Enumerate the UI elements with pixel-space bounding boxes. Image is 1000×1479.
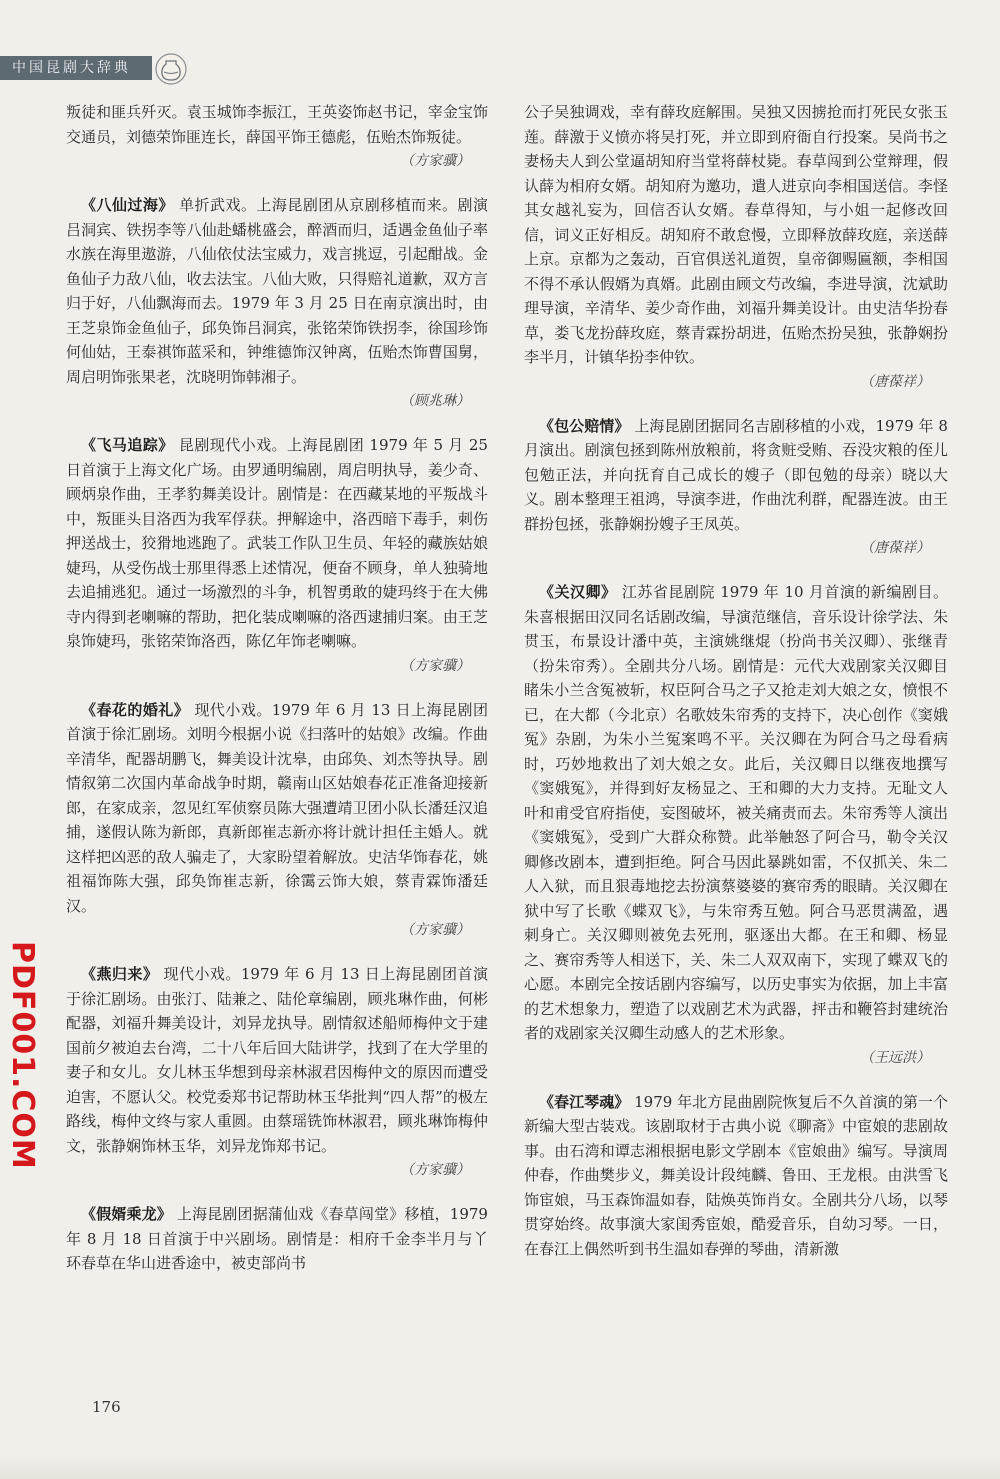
- dictionary-entry: [524, 580, 948, 1070]
- entry-gap: [524, 1070, 948, 1090]
- entry-body: 上海昆剧团据蒲仙戏《春草闯堂》移植，1979 年 8 月 18 日首演于中兴剧场。剧情是：相府千金李半月与丫环春草在华山进香途中，被吏部尚书: [66, 1205, 488, 1272]
- book-title: 中国昆剧大辞典: [0, 56, 152, 80]
- entry-body: 现代小戏。1979 年 6 月 13 日上海昆剧团首演于徐汇剧场。刘明今根据小说《扫落叶的姑娘》改编。作曲辛清华，配器胡鹏飞，舞美设计沈皋，由邱奂、刘杰等执导。剧情叙第二次国内革命战争时期，赣南山区姑娘春花正准备迎接新郎，在家成亲，忽见红军侦察员陈大强遭靖卫团小队长潘廷汉追捕，遂假认陈为新郎，真新郎崔志新亦将计就计担任主婚人。就这样把凶恶的敌人骗走了，大家盼望着解放。史洁华饰春花，姚祖福饰陈大强，邱奂饰崔志新，徐霭云饰大娘，蔡青霖饰潘廷汉。: [66, 700, 488, 915]
- pottery-vase-icon: [154, 52, 188, 86]
- entry-gap: [66, 678, 488, 698]
- entry-body: 公子吴独调戏，幸有薛玫庭解围。吴独又因掳抢而打死民女张玉莲。薛激于义愤亦将吴打死，并立即到府衙自行投案。吴尚书之妻杨夫人到公堂逼胡知府当堂将薛杖毙。春草闯到公堂辩理，假认薛为相府女婿。胡知府为邀功，遣人进京向李相国送信。李怪其女越礼妄为，回信否认女婿。春草得知，与小姐一起修改回信，词义正好相反。胡知府不敢怠慢，立即释放薛玫庭，亲送薛上京。京都为之轰动，百官俱送礼道贺，皇帝御赐匾额，李相国不得不承认假婿为真婿。此剧由顾文芍改编，李进导演，沈斌助理导演，辛清华、姜少奇作曲，刘福升舞美设计。由史洁华扮春草，娄飞龙扮薛玫庭，蔡青霖扮胡进，伍贻杰扮吴独，张静娴扮李半月，计镇华扮李仲钦。: [524, 103, 948, 366]
- entry-body: 单折武戏。上海昆剧团从京剧移植而来。剧演吕洞宾、铁拐李等八仙赴蟠桃盛会，醉酒而归，适遇金鱼仙子率水族在海里遨游，八仙依仗法宝威力，戏言挑逗，引起酣战。金鱼仙子力敌八仙，收去法宝。八仙大败，只得赔礼道歉，双方言归于好，八仙飘海而去。1979 年 3 月 25 日在南京演出时，由王芝泉饰金鱼仙子，邱奂饰吕洞宾，张铭荣饰铁拐李，徐国珍饰何仙姑，王泰祺饰蓝采和，钟维德饰汉钟离，伍贻杰饰曹国舅，周启明饰张果老，沈晓明饰韩湘子。: [66, 196, 488, 386]
- entry-title: 《春花的婚礼》: [81, 700, 190, 719]
- entry-author: （方家骥）: [400, 657, 470, 674]
- right-column: [524, 100, 948, 1261]
- entry-title: 《关汉卿》: [539, 583, 617, 601]
- dictionary-entry: [66, 100, 488, 173]
- entry-author: （方家骥）: [400, 922, 470, 938]
- dictionary-entry: [66, 193, 488, 413]
- left-column: [66, 100, 488, 1276]
- entry-title: 《燕归来》: [81, 965, 159, 983]
- dictionary-entry: [66, 962, 488, 1182]
- entry-gap: [524, 560, 948, 580]
- entry-title: 《飞马追踪》: [81, 436, 174, 454]
- dictionary-entry: [524, 1090, 948, 1262]
- entry-gap: [524, 394, 948, 414]
- dictionary-entry: [66, 698, 488, 943]
- entry-author: （唐葆祥）: [860, 373, 930, 390]
- entry-title: 《假婿乘龙》: [81, 1205, 172, 1223]
- entry-body: 上海昆剧团据同名吉剧移植的小戏，1979 年 8 月演出。剧演包拯到陈州放粮前，将贪赃受贿、吞没灾粮的侄儿包勉正法，并向抚育自己成长的嫂子（即包勉的母亲）晓以大义。剧本整理王祖鸿，导演李进，作曲沈利群，配器连波。由王群扮包拯，张静娴扮嫂子王凤英。: [524, 416, 948, 533]
- entry-title: 《包公赔情》: [539, 416, 630, 435]
- dictionary-entry: [524, 414, 948, 561]
- running-header: [0, 52, 200, 82]
- dictionary-entry: [524, 100, 948, 394]
- entry-author: （顾兆琳）: [400, 393, 470, 409]
- entry-gap: [66, 413, 488, 433]
- entry-title: 《春江琴魂》: [539, 1092, 630, 1111]
- entry-body: 1979 年北方昆曲剧院恢复后不久首演的第一个新编大型古装戏。该剧取材于古典小说《聊斋》中宦娘的悲剧故事。由石湾和谭志湘根据电影文学剧本《宦娘曲》编写。导演周仲春，作曲樊步义，舞美设计段纯麟、鲁田、王龙根。由洪雪飞饰宦娘，马玉森饰温如春，陆焕英饰肖女。全剧共分八场，以琴贯穿始终。故事演大家闺秀宦娘，酷爱音乐，自幼习琴。一日，在春江上偶然听到书生温如春弹的琴曲，清新激: [524, 1092, 948, 1258]
- page-number: 176: [92, 1398, 121, 1416]
- entry-author: （唐葆祥）: [860, 540, 930, 556]
- entry-body: 江苏省昆剧院 1979 年 10 月首演的新编剧目。朱喜根据田汉同名话剧改编，导演范继信，音乐设计徐学法、朱贯玉，布景设计潘中英，主演姚继焜（扮尚书关汉卿）、张继青（扮朱帘秀）。全剧共分八场。剧情是：元代大戏剧家关汉卿目睹朱小兰含冤被斩，权臣阿合马之子又抢走刘大娘之女，愤恨不已，在大都（今北京）名歌妓朱帘秀的支持下，决心创作《窦娥冤》杂剧，为朱小兰冤案鸣不平。关汉卿在为阿合马之母看病时，巧妙地救出了刘大娘之女。此后，关汉卿日以继夜地撰写《窦娥冤》，并得到好友杨显之、王和卿的大力支持。无耻文人叶和甫受官府指使，妄图破坏，被关痛责而去。朱帘秀等人演出《窦娥冤》，受到广大群众称赞。此举触怒了阿合马，勒令关汉卿修改剧本，遭到拒绝。阿合马因此暴跳如雷，不仅抓关、朱二人入狱，而且狠毒地挖去扮演蔡婆婆的赛帘秀的眼睛。关汉卿在狱中写了长歌《蝶双飞》，与朱帘秀互勉。阿合马恶贯满盈，遇刺身亡。关汉卿则被免去死刑，驱逐出大都。在王和卿、杨显之、赛帘秀等人相送下，关、朱二人双双南下，实现了蝶双飞的心愿。本剧完全按话剧内容编写，以历史事实为依据，加上丰富的艺术想象力，塑造了以戏剧艺术为武器，抨击和鞭笞封建统治者的戏剧家关汉卿生动感人的艺术形象。: [524, 583, 948, 1042]
- dictionary-entry: [66, 1202, 488, 1276]
- entry-gap: [66, 942, 488, 962]
- entry-body: 叛徒和匪兵歼灭。袁玉城饰李振江，王英姿饰赵书记，宰金宝饰交通员，刘德荣饰匪连长，薛国平饰王德彪，伍贻杰饰叛徒。: [66, 103, 488, 146]
- entry-body: 现代小戏。1979 年 6 月 13 日上海昆剧团首演于徐汇剧场。由张汀、陆兼之、陆伦章编剧，顾兆琳作曲，何彬配器，刘福升舞美设计，刘异龙执导。剧情叙述船师梅仲文于建国前夕被迫去台湾，二十八年后回大陆讲学，找到了在大学里的妻子和女儿。女儿林玉华想到母亲林淑君因梅仲文的原因而遭受迫害，不愿认父。校党委郑书记帮助林玉华批判“四人帮”的极左路线，梅仲文终与家人重圆。由蔡瑶铣饰林淑君，顾兆琳饰梅仲文，张静娴饰林玉华，刘异龙饰郑书记。: [66, 965, 488, 1155]
- dictionary-entry: [66, 433, 488, 678]
- entry-author: （方家骥）: [400, 1162, 470, 1178]
- entry-title: 《八仙过海》: [81, 196, 174, 214]
- entry-body: 昆剧现代小戏。上海昆剧团 1979 年 5 月 25 日首演于上海文化广场。由罗通明编剧，周启明执导，姜少奇、顾炳泉作曲，王孝豹舞美设计。剧情是：在西藏某地的平叛战斗中，叛匪头目洛西为我军俘获。押解途中，洛西暗下毒手，刺伤押送战士，狡猾地逃跑了。武装工作队卫生员、年轻的藏族姑娘婕玛，从受伤战士那里得悉上述情况，便奋不顾身，单人独骑地去追捕逃犯。通过一场激烈的斗争，机智勇敢的婕玛终于在大佛寺内得到老喇嘛的帮助，把化装成喇嘛的洛西逮捕归案。由王芝泉饰婕玛，张铭荣饰洛西，陈亿年饰老喇嘛。: [66, 436, 488, 650]
- entry-gap: [66, 173, 488, 193]
- entry-gap: [66, 1182, 488, 1202]
- entry-author: （王远洪）: [860, 1049, 930, 1066]
- entry-author: （方家骥）: [400, 153, 470, 169]
- page-edge: [0, 1457, 1000, 1479]
- site-watermark: PDF001.COM: [5, 940, 40, 1170]
